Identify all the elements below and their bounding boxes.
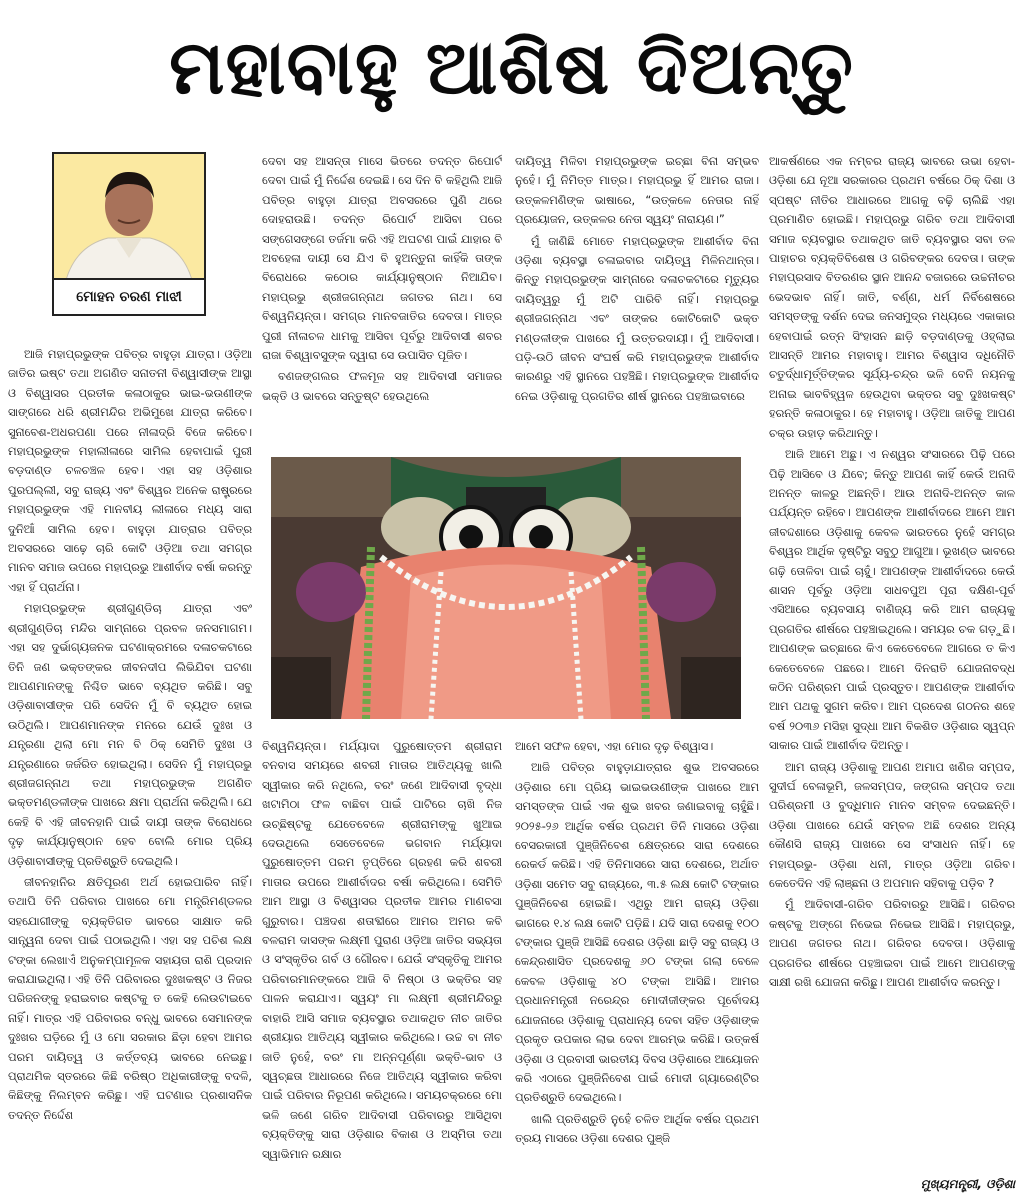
article-column-1 (8, 345, 252, 1190)
article-column-3-top (515, 152, 759, 456)
paragraph: ଆମେ ସଫଳ ହେବା, ଏହା ମୋର ଦୃଢ଼ ବିଶ୍ୱାସ। (515, 739, 714, 753)
author-box (52, 152, 206, 316)
paragraph: ଖାଲି ପ୍ରତିଶ୍ରୁତି ନୁହେଁ ଚଳିତ ଆର୍ଥିକ ବର୍ଷର ପ୍ରଥମ ତ୍ରୟ ମାସରେ ଓଡ଼ିଶା ଦେଶର ପୁଞ୍ଜି (515, 1111, 759, 1146)
article-column-3-bottom (515, 737, 759, 1190)
paragraph: ଆମ ରାଜ୍ୟ ଓଡ଼ିଶାକୁ ଆପଣ ଅମାପ ଖଣିଜ ସମ୍ପଦ, ସୁଦୀର୍ଘ ବେଳାଭୂମି, ଜଳସମ୍ପଦ, ଜଙ୍ଗଲ ସମ୍ପଦ ତଥା ପରିଶ୍ରମୀ ଓ ବୁଦ୍ଧିମାନ ମାନବ ସମ୍ବଳ ଦେଇଛନ୍ତି। ଓଡ଼ିଶା ପାଖରେ ଯେଉଁ ସମ୍ବଳ ଅଛି ଦେଶର ଅନ୍ୟ କୌଣସି ରାଜ୍ୟ ପାଖରେ ସେ ସଂସାଧନ ନାହିଁ। ହେ ମହାପ୍ରଭୁ- ଓଡ଼ିଶା ଧନୀ, ମାତ୍ର ଓଡ଼ିଆ ଗରିବ। କେତେଦିନ ଏହି ଲାଞ୍ଛନା ଓ ଅପମାନ ସହିବାକୁ ପଡ଼ିବ ? (769, 759, 1015, 891)
paragraph: ଆକର୍ଷଣରେ ଏକ ନମ୍ବର ରାଜ୍ୟ ଭାବରେ ଉଭା ହେବା- ଓଡ଼ିଶା ଯେ ନୂଆ ସରକାରର ପ୍ରଥମ ବର୍ଷରେ ଠିକ୍ ଦିଶା ଓ ସ୍ପଷ୍ଟ ନୀତିର ଆଧାରରେ ଆଗକୁ ବଢ଼ି ଚାଲିଛି ଏହା ପ୍ରମାଣିତ ହୋଇଛି। ମହାପ୍ରଭୁ ଗରିବ ତଥା ଆଦିବାସୀ ସମାଜ ବ୍ୟବସ୍ଥାର ତଥାକଥିତ ଜାତି ବ୍ୟବସ୍ଥାର ସବା ତଳ ପାହାଚର ବ୍ୟକ୍ତିବିଶେଷ ଓ ଗରିବଙ୍କର ଦେବତା। ତାଙ୍କ ମହାପ୍ରସାଦ ବିତରଣର ସ୍ଥାନ ଆନନ୍ଦ ବଜାରରେ ଉଚ୍ଚନୀଚର ଭେଦଭାବ ନାହିଁ। ଜାତି, ବର୍ଣ୍ଣ, ଧର୍ମ ନିର୍ବିଶେଷରେ ସମସ୍ତଙ୍କୁ ଦର୍ଶନ ଦେଇ ଜନସମୁଦ୍ର ମଧ୍ୟରେ ଏକାକାର ହେବାପାଇଁ ରତ୍ନ ସିଂହାସନ ଛାଡ଼ି ବଡ଼ଦାଣ୍ଡକୁ ଓହ୍ଲାଇ ଆସନ୍ତି ଆମର ମହାବାହୁ। ଆମର ବିଶ୍ୱାସ ଦଧିନୌତି ଚତୁର୍ଦ୍ଧାମୂର୍ତ୍ତିଙ୍କର ସୂର୍ଯ୍ୟ-ଚନ୍ଦ୍ର ଭଳି ବେନି ନୟନକୁ ଅନାଇ ଭାବବିହ୍ୱଳ ହେଉଥିବା ଭକ୍ତର ସବୁ ଦୁଃଖକଷ୍ଟ ହରନ୍ତି କଳାଠାକୁର। ହେ ମହାବାହୁ। ଓଡ଼ିଆ ଜାତିକୁ ଆପଣ ଚକ୍ର ଉହାଡ଼ କରିଥାନ୍ତୁ। (769, 154, 1015, 440)
author-photo (56, 158, 202, 280)
paragraph: ଆଜି ପବିତ୍ର ବାହୁଡ଼ାଯାତ୍ରାର ଶୁଭ ଅବସରରେ ଓଡ଼ିଶାର ମୋ ପ୍ରିୟ ଭାଇଭଉଣୀଙ୍କ ପାଖରେ ଆମ ସମସ୍ତଙ୍କ ପାଇଁ ଏକ ଶୁଭ ଖବର ଜଣାଇବାକୁ ଚାହୁଁଛି। ୨୦୨୫-୨୬ ଆର୍ଥିକ ବର୍ଷର ପ୍ରଥମ ତିନି ମାସରେ ଓଡ଼ିଶା ବେସରକାରୀ ପୁଞ୍ଜିନିବେଶ କ୍ଷେତ୍ରରେ ସାରା ଦେଶରେ ରେକର୍ଡ କରିଛି। ଏହି ତିନିମାସରେ ସାରା ଦେଶରେ, ଅର୍ଥାତ ଓଡ଼ିଶା ସମେତ ସବୁ ରାଜ୍ୟରେ, ୩.୫ ଲକ୍ଷ କୋଟି ଟଙ୍କାର ପୁଞ୍ଜିନିବେଶ ହୋଇଛି। ଏଥିରୁ ଆମ ରାଜ୍ୟ ଓଡ଼ିଶା ଭାଗରେ ୧.୪ ଲକ୍ଷ କୋଟି ପଡ଼ିଛି। ଯଦି ସାରା ଦେଶକୁ ୧୦୦ ଟଙ୍କାର ପୁଞ୍ଜି ଆସିଛି ଦେଶର ଓଡ଼ିଶା ଛାଡ଼ି ସବୁ ରାଜ୍ୟ ଓ କେନ୍ଦ୍ରଶାସିତ ପ୍ରଦେଶକୁ ୬୦ ଟଙ୍କା ଗଲା ବେଳେ କେବଳ ଓଡ଼ିଶାକୁ ୪୦ ଟଙ୍କା ଆସିଛି। ଆମର ପ୍ରଧାନମନ୍ତ୍ରୀ ନରେନ୍ଦ୍ର ମୋଦୀଜୀଙ୍କର ପୂର୍ବୋଦୟ ଯୋଜନାରେ ଓଡ଼ିଶାକୁ ପ୍ରାଧାନ୍ୟ ଦେବା ସହିତ ଓଡ଼ିଶାଙ୍କ ପ୍ରକୃତ ଉପକାର ଲାଭ ଦେବା ଆରମ୍ଭ କରିଛି। ଉତ୍କର୍ଷ ଓଡ଼ିଶା ଓ ପ୍ରବାସୀ ଭାରତୀୟ ଦିବସ ଓଡ଼ିଶାରେ ଆୟୋଜନ କରି ଏଠାରେ ପୁଞ୍ଜିନିବେଶ ପାଇଁ ମୋଦୀ ଗ୍ୟାରେଣ୍ଟିର ପ୍ରତିଶ୍ରୁତି ଦେଇଥିଲେ। (515, 760, 759, 1105)
paragraph: ଦାୟିତ୍ୱ ମିଳିବା ମହାପ୍ରଭୁଙ୍କ ଇଚ୍ଛା ବିନା ସମ୍ଭବ ନୁହେଁ। ମୁଁ ନିମିତ୍ତ ମାତ୍ର। ମହାପ୍ରଭୁ ହିଁ ଆମର ରାଜା। ଉତ୍କଳମଣିଙ୍କ ଭାଷାରେ, “ଉତ୍କଳେ ନେତାର ନାହିଁ ପ୍ରୟୋଜନ, ଉତ୍କଳର ନେତା ସ୍ୱୟଂ ନାରାୟଣ।” (515, 154, 759, 227)
headline: ମହାବାହୁ ଆଶିଷ ଦିଅନ୍ତୁ (169, 24, 854, 111)
paragraph: ମହାପ୍ରଭୁଙ୍କ ଶ୍ରୀଗୁଣ୍ଡିଚା ଯାତ୍ରା ଏବଂ ଶ୍ରୀଗୁଣ୍ଡିଚା ମନ୍ଦିର ସାମ୍ନାରେ ପ୍ରବଳ ଜନସମାଗମ। ଏହା ସହ ଦୁର୍ଭାଗ୍ୟଜନକ ଘଟଣାକ୍ରମରେ ଦଳାଚକଟାରେ ତିନି ଜଣ ଭକ୍ତଙ୍କର ଜୀବନଦୀପ ଲିଭିଯିବା ଘଟଣା ଆପଣମାନଙ୍କୁ ନିଶ୍ଚିତ ଭାବେ ବ୍ୟଥିତ କରିଛି। ସବୁ ଓଡ଼ିଶାବାସୀଙ୍କ ପରି ସେଦିନ ମୁଁ ବି ବ୍ୟଥିତ ହୋଇ ଉଠିଥିଲି। ଆପଣମାନଙ୍କ ମନରେ ଯେଉଁ ଦୁଃଖ ଓ ଯନ୍ତ୍ରଣା ଥିଲା ମୋ ମନ ବି ଠିକ୍ ସେମିତି ଦୁଃଖ ଓ ଯନ୍ତ୍ରଣାରେ ଜର୍ଜରିତ ହୋଇଥିଲା। ସେଦିନ ମୁଁ ମହାପ୍ରଭୁ ଶ୍ରୀଜଗନ୍ନାଥ ତଥା ମହାପ୍ରଭୁଙ୍କ ଅଗଣିତ ଭକ୍ତମଣ୍ଡଳୀଙ୍କ ପାଖରେ କ୍ଷମା ପ୍ରାର୍ଥନା କରିଥିଲି। ଯେ କେହି ବି ଏହି ଜୀବନହାନି ପାଇଁ ଦାୟୀ ତାଙ୍କ ବିରୋଧରେ ଦୃଢ଼ କାର୍ଯ୍ୟାନୁଷ୍ଠାନ ହେବ ବୋଲି ମୋର ପ୍ରିୟ ଓଡ଼ିଶାବାସୀଙ୍କୁ ପ୍ରତିଶ୍ରୁତି ଦେଇଥିଲି। (8, 601, 252, 868)
deity-photo (271, 457, 741, 719)
article-column-4 (769, 152, 1015, 1162)
paragraph: ଜୀବନହାନିର କ୍ଷତିପୂରଣ ଅର୍ଥ ହୋଇପାରିବ ନାହିଁ। ତଥାପି ତିନି ପରିବାର ପାଖରେ ମୋ ମନ୍ତ୍ରିମଣ୍ଡଳର ସହଯୋଗୀଙ୍କୁ ବ୍ୟକ୍ତିଗତ ଭାବରେ ସାକ୍ଷାତ କରି ସାନ୍ତ୍ୱନା ଦେବା ପାଇଁ ପଠାଇଥିଲି। ଏହା ସହ ପଚିଶ ଲକ୍ଷ ଟଙ୍କା ଲେଖାଏଁ ଅନୁକମ୍ପାମୂଳକ ସହାୟତା ରାଶି ପ୍ରଦାନ କରାଯାଇଥିଲା। ଏହି ତିନି ପରିବାରର ଦୁଃଖକଷ୍ଟ ଓ ନିଜର ପରିଜନଙ୍କୁ ହରାଇବାର କଷ୍ଟକୁ ତ କେହି ଲେଉଟାଇବେ ନାହିଁ। ମାତ୍ର ଏହି ପରିବାରର ବନ୍ଧୁ ଭାବରେ ସେମାନଙ୍କ ଦୁଃଖର ଘଡ଼ିରେ ମୁଁ ଓ ମୋ ସରକାର ଛିଡ଼ା ହେବା ଆମର ପରମ ଦାୟିତ୍ୱ ଓ କର୍ତ୍ତବ୍ୟ ଭାବରେ ନେଇଛୁ। ପ୍ରାଥମିକ ସ୍ତରରେ କିଛି ବରିଷ୍ଠ ଅଧିକାରୀଙ୍କୁ ବଦଳି, କିଛିଙ୍କୁ ନିଲମ୍ବନ କରିଛୁ। ଏହି ଘଟଣାର ପ୍ରଶାସନିକ ତଦନ୍ତ ନିର୍ଦ୍ଦେଶ (8, 874, 252, 1122)
paragraph: ମୁଁ ଜାଣିଛି ମୋତେ ମହାପ୍ରଭୁଙ୍କ ଆଶୀର୍ବାଦ ବିନା ଓଡ଼ିଶା ବ୍ୟବସ୍ଥା ଚଳାଇବାର ଦାୟିତ୍ୱ ମିଳିନଥାନ୍ତା। କିନ୍ତୁ ମହାପ୍ରଭୁଙ୍କ ସାମ୍ନାରେ ଦଳାଚକଟାରେ ମୃତ୍ୟୁର ଦାୟିତ୍ୱରୁ ମୁଁ ଅଟି ପାରିବି ନାହିଁ। ମହାପ୍ରଭୁ ଶ୍ରୀଜଗନ୍ନାଥ ଏବଂ ତାଙ୍କର କୋଟିକୋଟି ଭକ୍ତ ମଣ୍ଡଳୀଙ୍କ ପାଖରେ ମୁଁ ଉତ୍ତରଦାୟୀ। ମୁଁ ଆଦିବାସୀ। ପଡ଼ି-ଉଠି ଜୀବନ ସଂଘର୍ଷ କରି ମହାପ୍ରଭୁଙ୍କ ଆଶୀର୍ବାଦ କାରଣରୁ ଏହି ସ୍ଥାନରେ ପହଞ୍ଚିଛି। ମହାପ୍ରଭୁଙ୍କ ଆଶୀର୍ବାଦ ନେଇ ଓଡ଼ିଶାକୁ ପ୍ରଗତିର ଶୀର୍ଷ ସ୍ଥାନରେ ପହଞ୍ଚାଇବାରେ (515, 233, 759, 403)
article-column-2-bottom (262, 737, 502, 1190)
author-name: ମୋହନ ଚରଣ ମାଝୀ (54, 278, 204, 314)
paragraph: ମୁଁ ଆଦିବାସୀ-ଗରିବ ପରିବାରରୁ ଆସିଛି। ଗରିବର କଷ୍ଟକୁ ଅଙ୍ଗେ ନିଭେଇ ନିଭେଇ ଆସିଛି। ମହାପ୍ରଭୁ, ଆପଣ ଜଗତର ନାଥ। ଗରିବର ଦେବତା। ଓଡ଼ିଶାକୁ ପ୍ରଗତିର ଶୀର୍ଷରେ ପହଞ୍ଚାଇବା ପାଇଁ ଆମେ ଆପଣଙ୍କୁ ସାକ୍ଷୀ ରଖି ଯୋଜନା କରିଛୁ। ଆପଣ ଆଶୀର୍ବାଦ କରନ୍ତୁ। (769, 897, 1015, 990)
paragraph: ଦେବା ସହ ଆସନ୍ତା ମାସେ ଭିତରେ ତଦନ୍ତ ରିପୋର୍ଟ ଦେବା ପାଇଁ ମୁଁ ନିର୍ଦ୍ଦେଶ ଦେଇଛି। ସେ ଦିନ ବି କହିଥିଲି ଆଜି ପବିତ୍ର ବାହୁଡ଼ା ଯାତ୍ରା ଅବସରରେ ପୁଣି ଥରେ ଦୋହରାଉଛି। ତଦନ୍ତ ରିପୋର୍ଟ ଆସିବା ପରେ ସଙ୍ଗେସଙ୍ଗେ ତର୍ଜମା କରି ଏହି ଅଘଟଣ ପାଇଁ ଯାହାର ବି ଅବହେଳା ଦାୟୀ ସେ ଯିଏ ବି ହୁଅନ୍ତୁନା କାହିଁକି ତାଙ୍କ ବିରୋଧରେ କଠୋର କାର୍ଯ୍ୟାନୁଷ୍ଠାନ ନିଆଯିବ। ମହାପ୍ରଭୁ ଶ୍ରୀଜଗନ୍ନାଥ ଜଗତର ନାଥ। ସେ ବିଶ୍ୱନିୟନ୍ତା। ସମଗ୍ର ମାନବଜାତିର ଦେବତା। ମାତ୍ର ପୁରୀ ନୀଳାଚଳ ଧାମକୁ ଆସିବା ପୂର୍ବରୁ ଆଦିବାସୀ ଶବର ରାଜା ବିଶ୍ୱାବସୁଙ୍କ ଦ୍ୱାରା ସେ ଉପାସିତ ପୂଜିତ। (262, 154, 502, 363)
paragraph: ଆଜି ଆମେ ଅଛୁ। ଏ ନଶ୍ୱର ସଂସାରରେ ପିଢ଼ି ପରେ ପିଢ଼ି ଆସିବେ ଓ ଯିବେ; କିନ୍ତୁ ଆପଣ କାହିଁ କେଉଁ ଅନାଦି ଅନନ୍ତ କାଳରୁ ଅଛନ୍ତି। ଆଉ ଅନାଦି-ଅନନ୍ତ କାଳ ପର୍ଯ୍ୟନ୍ତ ରହିବେ। ଆପଣଙ୍କ ଆଶୀର୍ବାଦରେ ଆମେ ଆମ ଜୀବଦ୍ଦଶାରେ ଓଡ଼ିଶାକୁ କେବଳ ଭାରତରେ ନୁହେଁ ସମଗ୍ର ବିଶ୍ୱର ଆର୍ଥିକ ଦୃଷ୍ଟିରୁ ସବୁଠୁ ଆଗୁଆ। ଭୂଖଣ୍ଡ ଭାବରେ ଗଢ଼ି ତୋଳିବା ପାଇଁ ଚାହୁଁ। ଆପଣଙ୍କ ଆଶୀର୍ବାଦରେ କେଉଁ ଶାସନ ପୂର୍ବରୁ ଓଡ଼ିଆ ସାଧବପୁଅ ପୂରା ଦକ୍ଷିଣ-ପୂର୍ବ ଏସିଆରେ ବ୍ୟବସାୟ ବାଣିଜ୍ୟ କରି ଆମ ରାଜ୍ୟକୁ ପ୍ରଗତିର ଶୀର୍ଷରେ ପହଞ୍ଚାଇଥିଲେ। ସମୟର ଚକ ଗଡ଼ୁଛି। ଆପଣଙ୍କ ଇଚ୍ଛାରେ କିଏ କେତେବେଳେ ଆଗରେ ତ କିଏ କେତେବେଳେ ପଛରେ। ଆମେ ଦିନରାତି ଯୋଜନାବଦ୍ଧ କଠିନ ପରିଶ୍ରମ ପାଇଁ ପ୍ରସ୍ତୁତ। ଆପଣଙ୍କ ଆଶୀର୍ବାଦ ଆମ ପଥକୁ ସୁଗମ କରିବ। ଆମ ପ୍ରଦେଶ ଗଠନର ଶହେ ବର୍ଷ ୨୦୩୬ ମସିହା ସୁଦ୍ଧା ଆମ ବିକଶିତ ଓଡ଼ିଶାର ସ୍ୱପ୍ନ ସାକାର ପାଇଁ ଆଶୀର୍ବାଦ ଦିଅନ୍ତୁ। (769, 447, 1015, 753)
paragraph: ବଣଜଙ୍ଗଲର ଫଳମୂଳ ସହ ଆଦିବାସୀ ସମାଜର ଭକ୍ତି ଓ ଭାବରେ ସନ୍ତୁଷ୍ଟ ହେଉଥିଲେ (262, 369, 502, 403)
signature: ମୁଖ୍ୟମନ୍ତ୍ରୀ, ଓଡ଼ିଶା (920, 1177, 1015, 1191)
article-column-2-top (262, 152, 502, 456)
paragraph: ବିଶ୍ୱନିୟନ୍ତା। ମର୍ଯ୍ୟାଦା ପୁରୁଷୋତ୍ତମ ଶ୍ରୀରାମ ବନବାସ ସମୟରେ ଶବରୀ ମାତାର ଆତିଥ୍ୟକୁ ଖାଲି ସ୍ୱୀକାର କରି ନଥିଲେ, ବରଂ ଜଣେ ଆଦିବାସୀ ବୃଦ୍ଧା ଖଟାମିଠା ଫଳ ବାଛିବା ପାଇଁ ପାଟିରେ ଚାଖି ନିଜ ଉଚ୍ଛିଷ୍ଟକୁ ଯେତେବେଳେ ଶ୍ରୀରାମଙ୍କୁ ଖୁଆଇ ଦେଉଥିଲେ ସେତେବେଳେ ଭଗବାନ ମର୍ଯ୍ୟାଦା ପୁରୁଷୋତ୍ତମ ପରମ ତୃପ୍ତିରେ ଗ୍ରହଣ କରି ଶବରୀ ମାତାର ଉପରେ ଆଶୀର୍ବାଦର ବର୍ଷା କରିଥିଲେ। ସେମିତି ଆମ ଆସ୍ଥା ଓ ବିଶ୍ୱାସର ପ୍ରତୀକ ଆମର ମାଣବସା ଗୁରୁବାର। ପଞ୍ଚଦଶ ଶତାବ୍ଦୀରେ ଆମର ଅମର କବି ବଳରାମ ଦାସଙ୍କ ଲକ୍ଷ୍ମୀ ପୁରାଣ ଓଡ଼ିଆ ଜାତିର ସଭ୍ୟତା ଓ ସଂସ୍କୃତିର ଗର୍ବ ଓ ଗୌରବ। ଯେଉଁ ସଂସ୍କୃତିକୁ ଆମର ପରିବାରମାନଙ୍କରେ ଆଜି ବି ନିଷ୍ଠା ଓ ଭକ୍ତିର ସହ ପାଳନ କରାଯାଏ। ସ୍ୱୟଂ ମା ଲକ୍ଷ୍ମୀ ଶ୍ରୀମନ୍ଦିରରୁ ବାହାରି ଆସି ସମାଜ ବ୍ୟବସ୍ଥାର ତଥାକଥିତ ନୀଚ ଜାତିର ଶ୍ରୀୟାର ଆତିଥ୍ୟ ସ୍ୱୀକାର କରିଥିଲେ। ଉଚ୍ଚ ବା ନୀଚ ଜାତି ନୁହେଁ, ବରଂ ମା ଅନ୍ନପୂର୍ଣ୍ଣା ଭକ୍ତି-ଭାବ ଓ ସ୍ୱଚ୍ଛତା ଆଧାରରେ ନିଜେ ଆତିଥ୍ୟ ସ୍ୱୀକାର କରିବା ପାଇଁ ପରିବାର ନିରୂପଣ କରିଥିଲେ। ସମୟଚକ୍ରରେ ମୋ ଭଳି ଜଣେ ଗରିବ ଆଦିବାସୀ ପରିବାରରୁ ଆସିଥିବା ବ୍ୟକ୍ତିଙ୍କୁ ସାରା ଓଡ଼ିଶାର ବିକାଶ ଓ ଅସ୍ମିତା ତଥା ସ୍ୱାଭିମାନ ରକ୍ଷାର (262, 739, 502, 1161)
paragraph: ଆଜି ମହାପ୍ରଭୁଙ୍କ ପବିତ୍ର ବାହୁଡ଼ା ଯାତ୍ରା। ଓଡ଼ିଆ ଜାତିର ଇଷ୍ଟ ତଥା ଅଗଣିତ ସନାତନୀ ବିଶ୍ୱାସୀଙ୍କ ଆସ୍ଥା ଓ ବିଶ୍ୱାସର ପ୍ରତୀକ କଳାଠାକୁର ଭାଇ-ଭଉଣୀଙ୍କ ସାଙ୍ଗରେ ଧରି ଶ୍ରୀମନ୍ଦିର ଅଭିମୁଖେ ଯାତ୍ରା କରିବେ। ସୁନାବେଶ-ଅଧରପଣା ପରେ ନୀଳାଦ୍ରି ବିଜେ କରିବେ। ମହାପ୍ରଭୁଙ୍କ ମହାଲୀଳାରେ ସାମିଲ ହେବାପାଇଁ ପୁରୀ ବଡ଼ଦାଣ୍ଡ ଚଳଚଞ୍ଚଳ ହେବ। ଏହା ସହ ଓଡ଼ିଶାର ପୁରପଲ୍ଲୀ, ସବୁ ରାଜ୍ୟ ଏବଂ ବିଶ୍ୱର ଅନେକ ରାଷ୍ଟ୍ରରେ ମହାପ୍ରଭୁଙ୍କ ଏହି ମାନବୀୟ ଲୀଳାରେ ମଧ୍ୟ ସାରା ଦୁନିଆଁ ସାମିଲ ହେବ। ବାହୁଡ଼ା ଯାତ୍ରାର ପବିତ୍ର ଅବସରରେ ସାଢ଼େ ଚାରି କୋଟି ଓଡ଼ିଆ ତଥା ସମଗ୍ର ମାନବ ସମାଜ ଉପରେ ମହାପ୍ରଭୁ ଆଶୀର୍ବାଦ ବର୍ଷା କରନ୍ତୁ ଏହା ହିଁ ପ୍ରାର୍ଥନା। (8, 347, 252, 594)
